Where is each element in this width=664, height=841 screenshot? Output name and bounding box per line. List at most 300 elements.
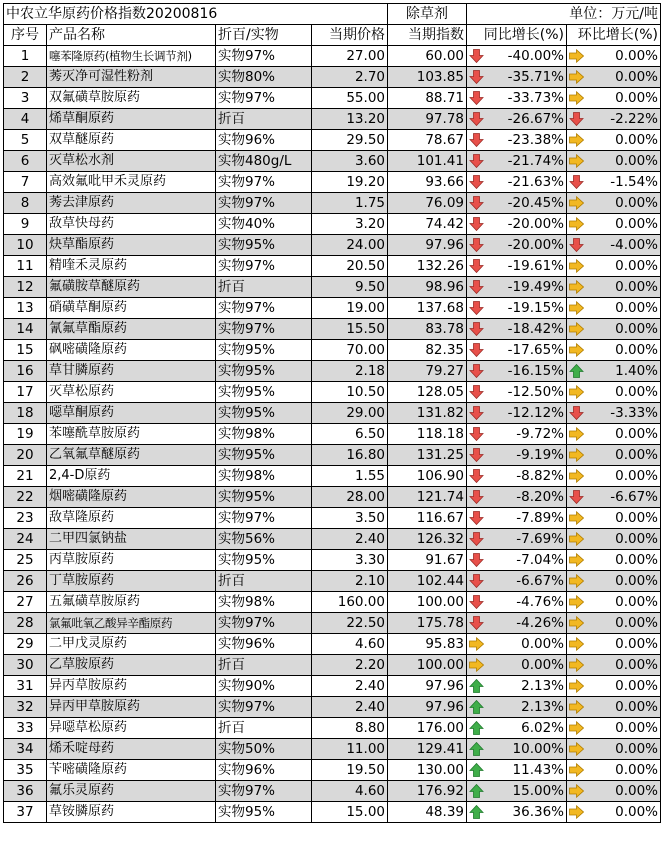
right-arrow-icon [569,259,584,273]
down-arrow-icon [469,238,484,252]
current-index: 74.42 [388,214,467,235]
yoy-change-cell [467,655,567,676]
table-row [4,256,661,277]
down-arrow-icon [569,175,584,189]
table-row [4,760,661,781]
current-index: 129.41 [388,739,467,760]
yoy-change-value: 0.00% [521,657,564,673]
down-arrow-icon [469,448,484,462]
right-arrow-icon [569,658,584,672]
product-name: 2,4-D原药 [47,466,216,487]
yoy-change-value: -9.72% [516,426,564,442]
down-arrow-icon [469,595,484,609]
current-price: 70.00 [312,340,388,361]
yoy-change-value: -4.26% [516,615,564,631]
current-index: 131.25 [388,445,467,466]
row-number: 17 [4,382,47,403]
yoy-change-cell [467,424,567,445]
table-row [4,277,661,298]
product-name: 灭草松原药 [47,382,216,403]
row-number: 29 [4,634,47,655]
mom-change-value: 0.00% [615,783,658,799]
yoy-change-cell [467,802,567,823]
yoy-change-cell [467,634,567,655]
yoy-change-cell [467,697,567,718]
current-index: 176.00 [388,718,467,739]
yoy-change-cell [467,214,567,235]
current-price: 24.00 [312,235,388,256]
right-arrow-icon [569,154,584,168]
current-price: 9.50 [312,277,388,298]
right-arrow-icon [569,763,584,777]
right-arrow-icon [569,574,584,588]
row-number: 4 [4,109,47,130]
table-row [4,214,661,235]
current-index: 101.41 [388,151,467,172]
current-index: 100.00 [388,592,467,613]
product-name: 草甘膦原药 [47,361,216,382]
yoy-change-value: -16.15% [507,363,564,379]
down-arrow-icon [469,301,484,315]
current-price: 28.00 [312,487,388,508]
current-price: 2.70 [312,67,388,88]
mom-change-value: 0.00% [615,132,658,148]
yoy-change-cell [467,319,567,340]
product-name: 双草醚原药 [47,130,216,151]
down-arrow-icon [469,469,484,483]
current-price: 29.50 [312,130,388,151]
mom-change-cell [567,508,661,529]
right-arrow-icon [569,532,584,546]
mom-change-cell [567,319,661,340]
product-name: 二甲戊灵原药 [47,634,216,655]
yoy-change-value: -26.67% [507,111,564,127]
yoy-change-cell [467,382,567,403]
product-name: 苯噻酰草胺原药 [47,424,216,445]
current-index: 79.27 [388,361,467,382]
product-name: 氰氟草酯原药 [47,319,216,340]
yoy-change-cell [467,235,567,256]
yoy-change-cell [467,340,567,361]
current-price: 2.18 [312,361,388,382]
yoy-change-value: -4.76% [516,594,564,610]
mom-change-cell [567,760,661,781]
yoy-change-value: -33.73% [507,90,564,106]
product-spec: 折百 [216,109,312,130]
product-name: 硝磺草酮原药 [47,298,216,319]
yoy-change-value: -9.19% [516,447,564,463]
right-arrow-icon [569,133,584,147]
table-row [4,550,661,571]
right-arrow-icon [569,742,584,756]
down-arrow-icon [469,427,484,441]
yoy-change-value: -19.15% [507,300,564,316]
product-name: 双氟磺草胺原药 [47,88,216,109]
current-price: 3.50 [312,508,388,529]
right-arrow-icon [569,322,584,336]
price-index-sheet [3,3,661,823]
yoy-change-cell [467,445,567,466]
product-name: 二甲四氯钠盐 [47,529,216,550]
yoy-change-cell [467,172,567,193]
table-row [4,781,661,802]
mom-change-cell [567,382,661,403]
right-arrow-icon [469,637,484,651]
yoy-change-value: 0.00% [521,636,564,652]
table-row [4,340,661,361]
product-spec: 实物97% [216,298,312,319]
product-spec: 实物97% [216,193,312,214]
mom-change-value: 0.00% [615,552,658,568]
up-arrow-icon [569,364,584,378]
current-index: 106.90 [388,466,467,487]
row-number: 13 [4,298,47,319]
mom-change-value: 0.00% [615,153,658,169]
yoy-change-cell [467,739,567,760]
table-row [4,361,661,382]
mom-change-value: 0.00% [615,300,658,316]
product-spec: 实物480g/L [216,151,312,172]
yoy-change-value: -21.74% [507,153,564,169]
table-row [4,508,661,529]
mom-change-cell [567,130,661,151]
right-arrow-icon [569,280,584,294]
product-name: 噻苯隆原药(植物生长调节剂) [47,46,216,67]
right-arrow-icon [469,658,484,672]
product-name: 异丙甲草胺原药 [47,697,216,718]
yoy-change-cell [467,487,567,508]
product-spec: 实物80% [216,67,312,88]
mom-change-value: -6.67% [610,489,658,505]
table-row [4,88,661,109]
product-spec: 实物40% [216,214,312,235]
mom-change-cell [567,109,661,130]
current-price: 2.40 [312,529,388,550]
mom-change-value: 0.00% [615,741,658,757]
product-name: 灭草松水剂 [47,151,216,172]
mom-change-value: 0.00% [615,615,658,631]
mom-change-value: 0.00% [615,678,658,694]
mom-change-value: 0.00% [615,510,658,526]
down-arrow-icon [569,490,584,504]
product-name: 敌草快母药 [47,214,216,235]
row-number: 25 [4,550,47,571]
product-spec: 实物95% [216,382,312,403]
table-row [4,487,661,508]
right-arrow-icon [569,679,584,693]
product-spec: 实物95% [216,361,312,382]
current-index: 126.32 [388,529,467,550]
product-spec: 折百 [216,571,312,592]
right-arrow-icon [569,616,584,630]
row-number: 28 [4,613,47,634]
up-arrow-icon [469,763,484,777]
yoy-change-cell [467,46,567,67]
current-price: 27.00 [312,46,388,67]
row-number: 11 [4,256,47,277]
product-name: 噁草酮原药 [47,403,216,424]
yoy-change-value: -7.69% [516,531,564,547]
mom-change-cell [567,676,661,697]
current-price: 13.20 [312,109,388,130]
mom-change-value: 0.00% [615,468,658,484]
mom-change-cell [567,697,661,718]
table-row [4,571,661,592]
table-row [4,424,661,445]
up-arrow-icon [469,742,484,756]
current-price: 16.80 [312,445,388,466]
current-price: 20.50 [312,256,388,277]
mom-change-value: -3.33% [610,405,658,421]
table-row [4,46,661,67]
table-row [4,130,661,151]
down-arrow-icon [469,511,484,525]
mom-change-cell [567,445,661,466]
product-spec: 实物95% [216,340,312,361]
down-arrow-icon [469,91,484,105]
row-number: 1 [4,46,47,67]
yoy-change-cell [467,88,567,109]
right-arrow-icon [569,70,584,84]
yoy-change-cell [467,508,567,529]
col-header-spec: 折百/实物 [216,25,312,46]
row-number: 14 [4,319,47,340]
mom-change-cell [567,487,661,508]
yoy-change-cell [467,676,567,697]
product-spec: 实物90% [216,676,312,697]
mom-change-cell [567,235,661,256]
current-index: 82.35 [388,340,467,361]
mom-change-value: 0.00% [615,594,658,610]
current-price: 19.20 [312,172,388,193]
mom-change-cell [567,172,661,193]
right-arrow-icon [569,721,584,735]
current-price: 19.50 [312,760,388,781]
mom-change-cell [567,655,661,676]
down-arrow-icon [569,406,584,420]
yoy-change-cell [467,193,567,214]
mom-change-value: 0.00% [615,426,658,442]
table-row [4,235,661,256]
right-arrow-icon [569,637,584,651]
product-spec: 实物95% [216,235,312,256]
mom-change-value: -2.22% [610,111,658,127]
row-number: 35 [4,760,47,781]
mom-change-cell [567,550,661,571]
product-name: 乙氧氟草醚原药 [47,445,216,466]
current-price: 22.50 [312,613,388,634]
yoy-change-value: -6.67% [516,573,564,589]
row-number: 8 [4,193,47,214]
down-arrow-icon [469,280,484,294]
yoy-change-value: 10.00% [512,741,564,757]
col-header-price: 当期价格 [312,25,388,46]
yoy-change-cell [467,361,567,382]
row-number: 15 [4,340,47,361]
right-arrow-icon [569,49,584,63]
product-name: 莠去津原药 [47,193,216,214]
current-price: 1.75 [312,193,388,214]
mom-change-cell [567,634,661,655]
product-name: 乙草胺原药 [47,655,216,676]
row-number: 16 [4,361,47,382]
current-index: 130.00 [388,760,467,781]
up-arrow-icon [469,784,484,798]
product-spec: 实物50% [216,739,312,760]
current-index: 100.00 [388,655,467,676]
current-index: 103.85 [388,67,467,88]
down-arrow-icon [469,133,484,147]
row-number: 31 [4,676,47,697]
current-index: 83.78 [388,319,467,340]
down-arrow-icon [469,175,484,189]
row-number: 36 [4,781,47,802]
down-arrow-icon [469,553,484,567]
product-name: 高效氟吡甲禾灵原药 [47,172,216,193]
current-price: 160.00 [312,592,388,613]
table-row [4,697,661,718]
row-number: 19 [4,424,47,445]
mom-change-value: 0.00% [615,636,658,652]
down-arrow-icon [569,238,584,252]
current-price: 3.20 [312,214,388,235]
title-row [4,4,661,25]
row-number: 10 [4,235,47,256]
down-arrow-icon [469,406,484,420]
right-arrow-icon [569,217,584,231]
current-price: 19.00 [312,298,388,319]
table-title: 中农立华原药价格指数20200816 [4,4,388,25]
down-arrow-icon [469,112,484,126]
product-spec: 折百 [216,655,312,676]
right-arrow-icon [569,385,584,399]
yoy-change-cell [467,760,567,781]
product-spec: 折百 [216,277,312,298]
product-spec: 实物97% [216,46,312,67]
product-name: 烯草酮原药 [47,109,216,130]
current-index: 98.96 [388,277,467,298]
product-spec: 实物97% [216,319,312,340]
right-arrow-icon [569,448,584,462]
row-number: 33 [4,718,47,739]
mom-change-value: 0.00% [615,279,658,295]
down-arrow-icon [469,532,484,546]
row-number: 34 [4,739,47,760]
table-row [4,193,661,214]
row-number: 12 [4,277,47,298]
product-spec: 实物96% [216,760,312,781]
down-arrow-icon [469,343,484,357]
current-index: 131.82 [388,403,467,424]
current-price: 1.55 [312,466,388,487]
current-price: 29.00 [312,403,388,424]
yoy-change-cell [467,298,567,319]
table-row [4,319,661,340]
down-arrow-icon [469,364,484,378]
current-price: 2.20 [312,655,388,676]
yoy-change-cell [467,781,567,802]
table-row [4,634,661,655]
current-index: 116.67 [388,508,467,529]
right-arrow-icon [569,700,584,714]
product-spec: 实物95% [216,802,312,823]
down-arrow-icon [569,112,584,126]
down-arrow-icon [469,196,484,210]
current-index: 118.18 [388,424,467,445]
table-row [4,403,661,424]
mom-change-value: 0.00% [615,657,658,673]
yoy-change-cell [467,466,567,487]
table-row [4,298,661,319]
up-arrow-icon [469,679,484,693]
down-arrow-icon [469,322,484,336]
current-price: 8.80 [312,718,388,739]
row-number: 23 [4,508,47,529]
yoy-change-cell [467,613,567,634]
mom-change-value: 0.00% [615,573,658,589]
price-index-table [3,3,661,823]
current-price: 2.40 [312,676,388,697]
down-arrow-icon [469,385,484,399]
mom-change-value: 1.40% [615,363,658,379]
yoy-change-value: -20.45% [507,195,564,211]
down-arrow-icon [469,70,484,84]
yoy-change-value: 2.13% [521,699,564,715]
yoy-change-cell [467,718,567,739]
mom-change-cell [567,424,661,445]
product-name: 莠灭净可湿性粉剂 [47,67,216,88]
mom-change-cell [567,151,661,172]
mom-change-cell [567,298,661,319]
product-name: 烯禾啶母药 [47,739,216,760]
row-number: 6 [4,151,47,172]
yoy-change-value: -21.63% [507,174,564,190]
table-row [4,529,661,550]
product-name: 精喹禾灵原药 [47,256,216,277]
header-row [4,25,661,46]
yoy-change-value: 2.13% [521,678,564,694]
table-row [4,466,661,487]
product-spec: 实物98% [216,424,312,445]
yoy-change-value: 15.00% [512,783,564,799]
product-spec: 实物95% [216,403,312,424]
right-arrow-icon [569,196,584,210]
current-price: 10.50 [312,382,388,403]
yoy-change-value: 6.02% [521,720,564,736]
col-header-mom: 环比增长(%) [567,25,661,46]
yoy-change-value: -19.61% [507,258,564,274]
product-spec: 实物96% [216,130,312,151]
current-index: 128.05 [388,382,467,403]
mom-change-cell [567,214,661,235]
current-index: 88.71 [388,88,467,109]
product-spec: 实物98% [216,592,312,613]
table-row [4,655,661,676]
table-row [4,172,661,193]
product-name: 苄嘧磺隆原药 [47,760,216,781]
mom-change-cell [567,529,661,550]
yoy-change-value: -19.49% [507,279,564,295]
up-arrow-icon [469,805,484,819]
current-index: 60.00 [388,46,467,67]
right-arrow-icon [569,805,584,819]
mom-change-cell [567,361,661,382]
product-name: 丙草胺原药 [47,550,216,571]
yoy-change-cell [467,571,567,592]
row-number: 20 [4,445,47,466]
mom-change-cell [567,571,661,592]
current-price: 3.60 [312,151,388,172]
